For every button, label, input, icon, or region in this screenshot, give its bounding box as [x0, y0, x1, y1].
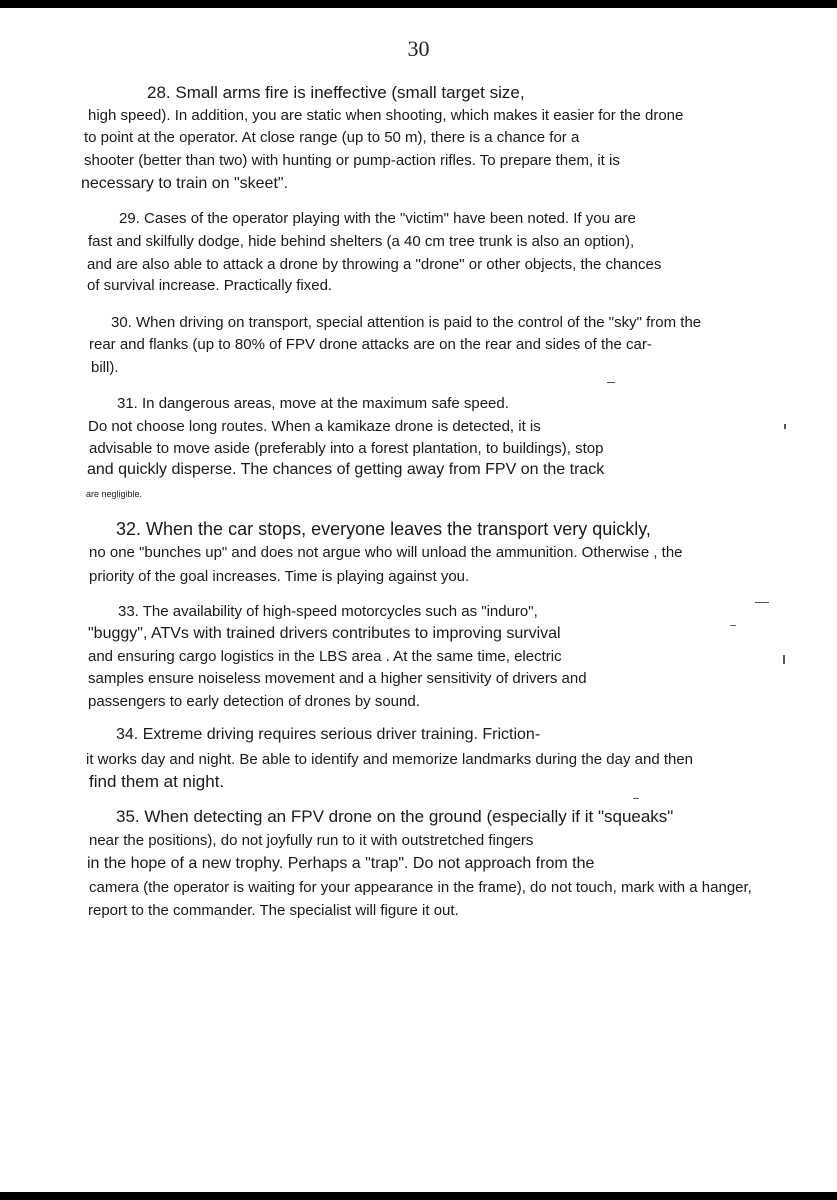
item-32-line: no one "bunches up" and does not argue who will unload the ammunition. Otherwise , the — [89, 544, 683, 561]
item-33-line: and ensuring cargo logistics in the LBS area . At the same time, electric — [88, 648, 562, 665]
item-31-line: Do not choose long routes. When a kamikaze drone is detected, it is — [88, 418, 541, 435]
item-29-line: 29. Cases of the operator playing with the "victim" have been noted. If you are — [119, 210, 636, 227]
item-30-line: rear and flanks (up to 80% of FPV drone attacks are on the rear and sides of the car- — [89, 336, 652, 353]
item-35-line: in the hope of a new trophy. Perhaps a "trap". Do not approach from the — [87, 855, 595, 872]
item-28-line: 28. Small arms fire is ineffective (small target size, — [147, 83, 525, 102]
item-29-line: fast and skilfully dodge, hide behind shelters (a 40 cm tree trunk is also an option), — [88, 233, 635, 250]
scan-mark — [784, 424, 786, 429]
item-31-line: advisable to move aside (preferably into a forest plantation, to buildings), stop — [89, 440, 604, 457]
item-35-line: camera (the operator is waiting for your appearance in the frame), do not touch, mark with a hanger, — [89, 879, 752, 896]
item-30-line: 30. When driving on transport, special attention is paid to the control of the "sky" from the — [111, 314, 702, 331]
item-29-line: and are also able to attack a drone by throwing a "drone" or other objects, the chances — [87, 256, 662, 273]
item-34-line: 34. Extreme driving requires serious driver training. Friction- — [116, 726, 541, 743]
top-border — [0, 0, 837, 8]
scan-mark — [783, 655, 785, 664]
item-33-line: "buggy", ATVs with trained drivers contributes to improving survival — [88, 625, 561, 642]
item-31-line: are negligible. — [86, 489, 143, 499]
item-35-line: 35. When detecting an FPV drone on the ground (especially if it "squeaks" — [116, 807, 674, 826]
page-number: 30 — [407, 36, 430, 61]
item-29-line: of survival increase. Practically fixed. — [87, 277, 333, 294]
item-33-line: 33. The availability of high-speed motorcycles such as "induro", — [118, 603, 538, 620]
item-33-line: samples ensure noiseless movement and a higher sensitivity of drivers and — [88, 670, 587, 687]
item-31-line: and quickly disperse. The chances of getting away from FPV on the track — [87, 461, 605, 478]
item-34-line: find them at night. — [89, 772, 225, 791]
item-34-line: it works day and night. Be able to identify and memorize landmarks during the day and then — [86, 751, 694, 768]
item-30-line: bill). — [91, 359, 119, 376]
item-32-line: 32. When the car stops, everyone leaves the transport very quickly, — [116, 519, 651, 539]
item-33-line: passengers to early detection of drones by sound. — [88, 693, 420, 710]
scan-mark — [633, 798, 639, 799]
bottom-border — [0, 1192, 837, 1200]
item-28-line: necessary to train on "skeet". — [81, 175, 289, 192]
item-35-line: near the positions), do not joyfully run to it with outstretched fingers — [89, 832, 534, 849]
item-28-line: shooter (better than two) with hunting or pump-action rifles. To prepare them, it is — [84, 152, 620, 169]
scan-mark — [755, 602, 769, 603]
scan-mark — [607, 382, 615, 383]
item-28-line: high speed). In addition, you are static when shooting, which makes it easier for the drone — [88, 107, 684, 124]
item-35-line: report to the commander. The specialist will figure it out. — [88, 902, 459, 919]
item-28-line: to point at the operator. At close range (up to 50 m), there is a chance for a — [84, 129, 580, 146]
scan-mark — [730, 625, 736, 626]
item-31-line: 31. In dangerous areas, move at the maximum safe speed. — [117, 395, 509, 412]
item-32-line: priority of the goal increases. Time is playing against you. — [89, 568, 470, 585]
